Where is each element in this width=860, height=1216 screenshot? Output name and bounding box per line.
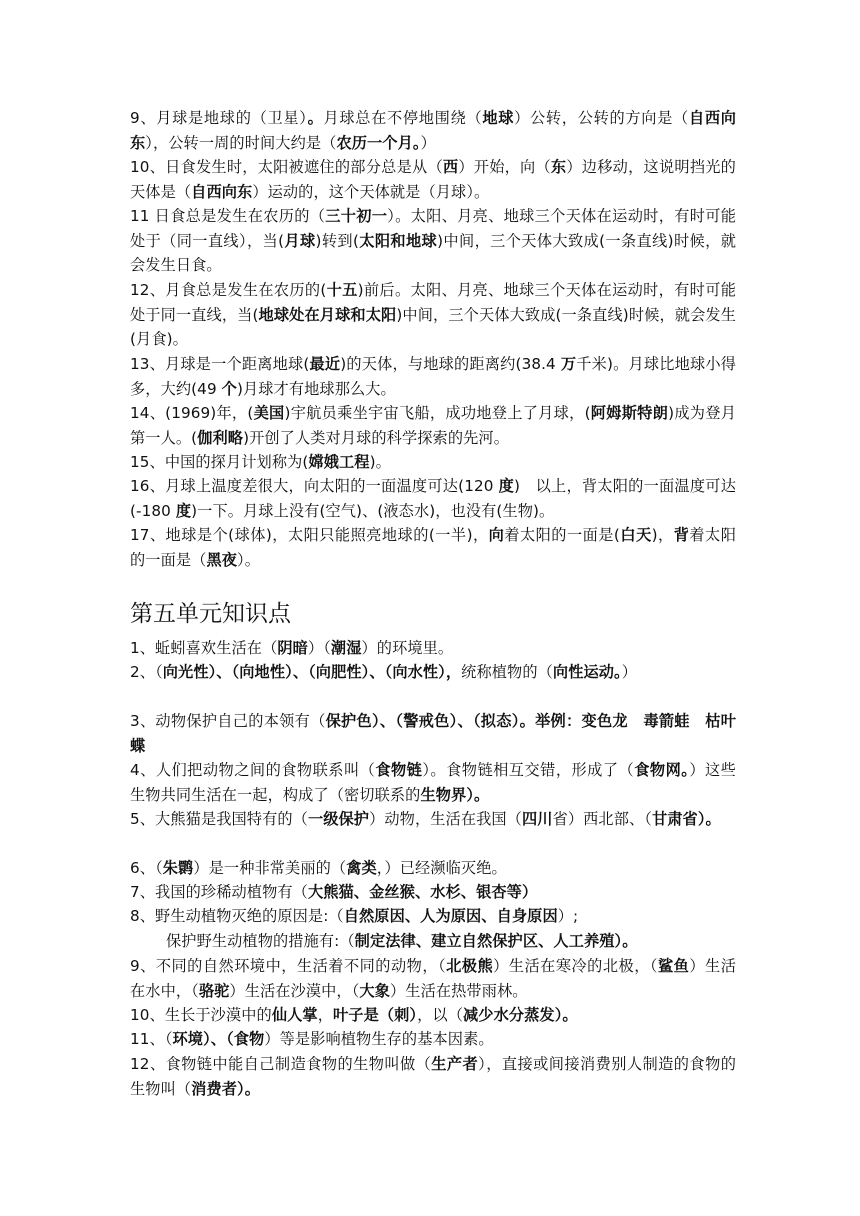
knowledge-item-16 <box>130 474 736 523</box>
bold-answer-text: 最近 <box>309 355 341 373</box>
bold-answer-text: 背 <box>673 526 690 544</box>
text-run: )开创了人类对月球的科学探索的先河。 <box>243 428 509 447</box>
text-run: ）。 <box>237 550 260 569</box>
text-run: ）生活在热带雨林。 <box>390 981 528 1000</box>
bold-answer-text: 度 <box>175 501 192 520</box>
text-run: ）生活在沙漠中，（ <box>229 981 360 1000</box>
text-run: )前后。太阳、月亮、地球三个天体在运动时，有时可能处于同一直线，当( <box>130 281 736 324</box>
text-run: 4、人们把动物之间的食物联系叫（ <box>130 761 376 779</box>
text-run: 5、大熊猫是我国特有的（ <box>130 810 308 828</box>
bold-answer-text: 大熊猫、金丝猴、水杉、银杏等） <box>307 883 538 901</box>
text-run: ） <box>621 663 638 681</box>
bold-answer-text: 甘肃省）。 <box>651 810 721 828</box>
unit5-item-1 <box>130 636 736 661</box>
text-run: 15、中国的探月计划称为( <box>130 453 309 471</box>
text-run: 2、（ <box>130 663 163 681</box>
knowledge-item-9 <box>130 106 736 155</box>
text-run: 保护野生动植物的措施有:（ <box>166 932 355 950</box>
text-run: ， <box>317 1006 333 1024</box>
text-run: 7、我国的珍稀动植物有（ <box>130 883 308 901</box>
unit5-item-8 <box>130 904 736 929</box>
text-run: ）（ <box>307 639 331 657</box>
bold-answer-text: 减少水分蒸发）。 <box>463 1006 578 1024</box>
unit5-item-4 <box>130 758 736 807</box>
bold-answer-text: 阿姆斯特朗 <box>590 404 669 422</box>
text-run: ）等是影响植物生存的基本因素。 <box>264 1030 494 1048</box>
text-run: 着太阳的一面是( <box>504 526 620 544</box>
text-run: ）开始，向（ <box>458 158 551 176</box>
text-run: ）公转，公转的方向是（ <box>514 109 689 127</box>
text-run: 9、月球是地球的（卫星） <box>130 109 308 127</box>
text-run: )。 <box>369 453 391 471</box>
bold-answer-text: 食物链 <box>375 761 423 779</box>
text-run: )中间，三个天体大致成(一条直线)时候，就会发生(月食)。 <box>130 305 736 349</box>
unit5-item-12 <box>130 1052 736 1101</box>
knowledge-item-10 <box>130 155 736 204</box>
text-run: )的天体，与地球的距离约(38.4 <box>340 355 561 373</box>
bold-answer-text: 向性运动。 <box>552 663 622 681</box>
text-run: ）。太阳、月亮、地球三个天体在运动时，有时可能处于（同一直线），当( <box>130 207 736 250</box>
knowledge-item-14 <box>130 401 736 450</box>
unit5-item-2 <box>130 660 736 685</box>
text-run: 月球总在不停地围绕（ <box>323 109 483 127</box>
text-run: 12、月食总是发生在农历的( <box>130 281 327 299</box>
bold-answer-text: 生产者 <box>431 1055 479 1073</box>
unit5-item-6 <box>130 856 736 881</box>
text-run: ） <box>420 133 436 152</box>
bold-answer-text: 食物网。 <box>634 761 690 779</box>
bold-answer-text: 生物界）。 <box>420 785 490 804</box>
bold-answer-text: 地球处在月球和太阳 <box>258 305 397 324</box>
bold-answer-text: 东 <box>550 158 567 176</box>
bold-answer-text: 叶子是（刺） <box>333 1006 418 1024</box>
unit5-item-11 <box>130 1027 736 1052</box>
bold-answer-text: 向光性）、（向地性）、（向肥性）、（向水性）， <box>162 663 462 681</box>
text-run: )宇航员乘坐宇宙飞船，成功地登上了月球，( <box>284 404 591 422</box>
text-run: 16、月球上温度差很大，向太阳的一面温度可达(120 <box>130 477 499 495</box>
knowledge-item-13 <box>130 352 736 401</box>
text-run: 统称植物的（ <box>461 663 553 681</box>
bold-answer-text: 地球 <box>482 109 515 127</box>
text-run: 8、野生动植物灭绝的原因是:（ <box>130 907 344 925</box>
text-run: )月球才有地球那么大。 <box>236 379 396 398</box>
text-run: ，）已经濒临灭绝。 <box>376 859 507 877</box>
bold-answer-text: 西 <box>442 158 459 176</box>
knowledge-item-15 <box>130 450 736 475</box>
text-run: 14、(1969)年，( <box>130 404 254 422</box>
bold-answer-text: 鲨鱼 <box>657 957 690 975</box>
bold-answer-text: 潮湿 <box>330 639 362 657</box>
text-run: ）动物，生活在我国（ <box>369 810 522 828</box>
text-run: 12、食物链中能自己制造食物的生物叫做（ <box>130 1055 432 1073</box>
unit5-item-7 <box>130 880 736 905</box>
bold-answer-text: 仙人掌 <box>271 1006 318 1024</box>
bold-answer-text: 制定法律、建立自然保护区、人工养殖）。 <box>354 932 638 950</box>
text-run: 10、日食发生时，太阳被遮住的部分总是从（ <box>130 158 443 176</box>
bold-answer-text: 农历一个月。 <box>336 133 421 152</box>
bold-answer-text: 月球 <box>284 231 316 250</box>
text-run: 11 日食总是发生在农历的（ <box>130 207 326 225</box>
text-run: 千米)。月球比地球小得多，大约(49 <box>130 355 737 398</box>
text-run: 省）西北部、（ <box>552 810 652 828</box>
bold-answer-text: 黑夜 <box>206 550 238 569</box>
bold-answer-text: 大象 <box>359 981 390 1000</box>
text-run: )， <box>651 526 674 544</box>
text-run: 1、蚯蚓喜欢生活在（ <box>130 639 278 657</box>
text-run: ）是一种非常美丽的（ <box>193 859 347 877</box>
text-run: 3、动物保护自己的本领有（ <box>130 712 326 730</box>
bold-answer-text: 太阳和地球 <box>359 231 438 250</box>
text-run: )转到( <box>315 231 359 250</box>
text-run: 11、（ <box>130 1030 173 1048</box>
bold-answer-text: 嫦娥工程 <box>308 453 370 471</box>
text-run: 6、（ <box>130 859 163 877</box>
text-run: 17、地球是个(球体)，太阳只能照亮地球的(一半)， <box>130 526 489 544</box>
text-run: ）。食物链相互交错，形成了（ <box>422 761 635 779</box>
bold-answer-text: 向 <box>488 526 505 544</box>
unit5-item-9 <box>130 954 736 1003</box>
bold-answer-text: 十五 <box>326 281 358 299</box>
unit5-item-5 <box>130 807 736 832</box>
bold-answer-text: 自西向东 <box>191 182 253 201</box>
text-run: ）; <box>557 907 579 925</box>
unit5-item-10 <box>130 1003 736 1028</box>
knowledge-item-12 <box>130 278 736 352</box>
text-run: 9、不同的自然环境中，生活着不同的动物，（ <box>130 957 447 975</box>
text-run: ，以（ <box>417 1006 463 1024</box>
text-run: ）运动的，这个天体就是（月球）。 <box>252 182 490 201</box>
bold-answer-text: 四川 <box>521 810 553 828</box>
bold-answer-text: 万 <box>560 355 577 373</box>
text-run: 13、月球是一个距离地球( <box>130 355 310 373</box>
bold-answer-text: 美国 <box>253 404 285 422</box>
text-run: ）生活在寒冷的北极，（ <box>493 957 658 975</box>
bold-answer-text: 度 <box>498 477 514 495</box>
text-run: ），公转一周的时间大约是（ <box>145 133 337 152</box>
bold-answer-text: 自然原因、人为原因、自身原因 <box>343 907 558 925</box>
bold-answer-text: 北极熊 <box>446 957 494 975</box>
knowledge-item-17 <box>130 523 736 572</box>
bold-answer-text: 白天 <box>619 526 652 544</box>
text-run: ）生活在水中，（ <box>130 957 736 1000</box>
text-run: ）的环境里。 <box>361 639 454 657</box>
bold-answer-text: 伽利略 <box>197 428 244 447</box>
text-run: ），直接或间接消费别人制造的食物的生物叫（ <box>130 1055 736 1098</box>
knowledge-item-11 <box>130 204 736 278</box>
text-run: ）边移动，这说明挡光的天体是（ <box>130 158 736 201</box>
bold-answer-text: 保护色）、（警戒色）、（拟态）。举例：变色龙 毒箭蛙 枯叶蝶 <box>130 712 736 755</box>
section-heading-unit5: 第五单元知识点 <box>130 601 291 627</box>
text-run: )成为登月第一人。( <box>130 404 736 447</box>
bold-answer-text: 消费者）。 <box>191 1079 260 1098</box>
bold-answer-text: 个 <box>221 379 237 398</box>
bold-answer-text: 一级保护 <box>307 810 370 828</box>
bold-answer-text: 三十初一 <box>325 207 388 225</box>
bold-answer-text: 。 <box>307 109 324 127</box>
text-run: 着太阳的一面是（ <box>130 526 736 569</box>
text-run: )一下。月球上没有(空气)、(液态水)，也没有(生物)。 <box>191 501 555 520</box>
bold-answer-text: 自西向东 <box>130 109 737 152</box>
text-run: 10、生长于沙漠中的 <box>130 1006 272 1024</box>
unit5-item-8-measures <box>130 929 736 954</box>
bold-answer-text: 朱鹮 <box>162 859 194 877</box>
text-run: )中间，三个天体大致成(一条直线)时候，就会发生日食。 <box>130 231 736 275</box>
bold-answer-text: 阴暗 <box>277 639 308 657</box>
unit5-item-3 <box>130 709 736 758</box>
bold-answer-text: 环境）、（食物 <box>172 1030 265 1048</box>
text-run: ）这些生物共同生活在一起，构成了（密切联系的 <box>130 761 736 804</box>
bold-answer-text: 禽类 <box>346 859 377 877</box>
text-run: ) 以上，背太阳的一面温度可达(-180 <box>130 477 736 520</box>
bold-answer-text: 骆驼 <box>198 981 230 1000</box>
